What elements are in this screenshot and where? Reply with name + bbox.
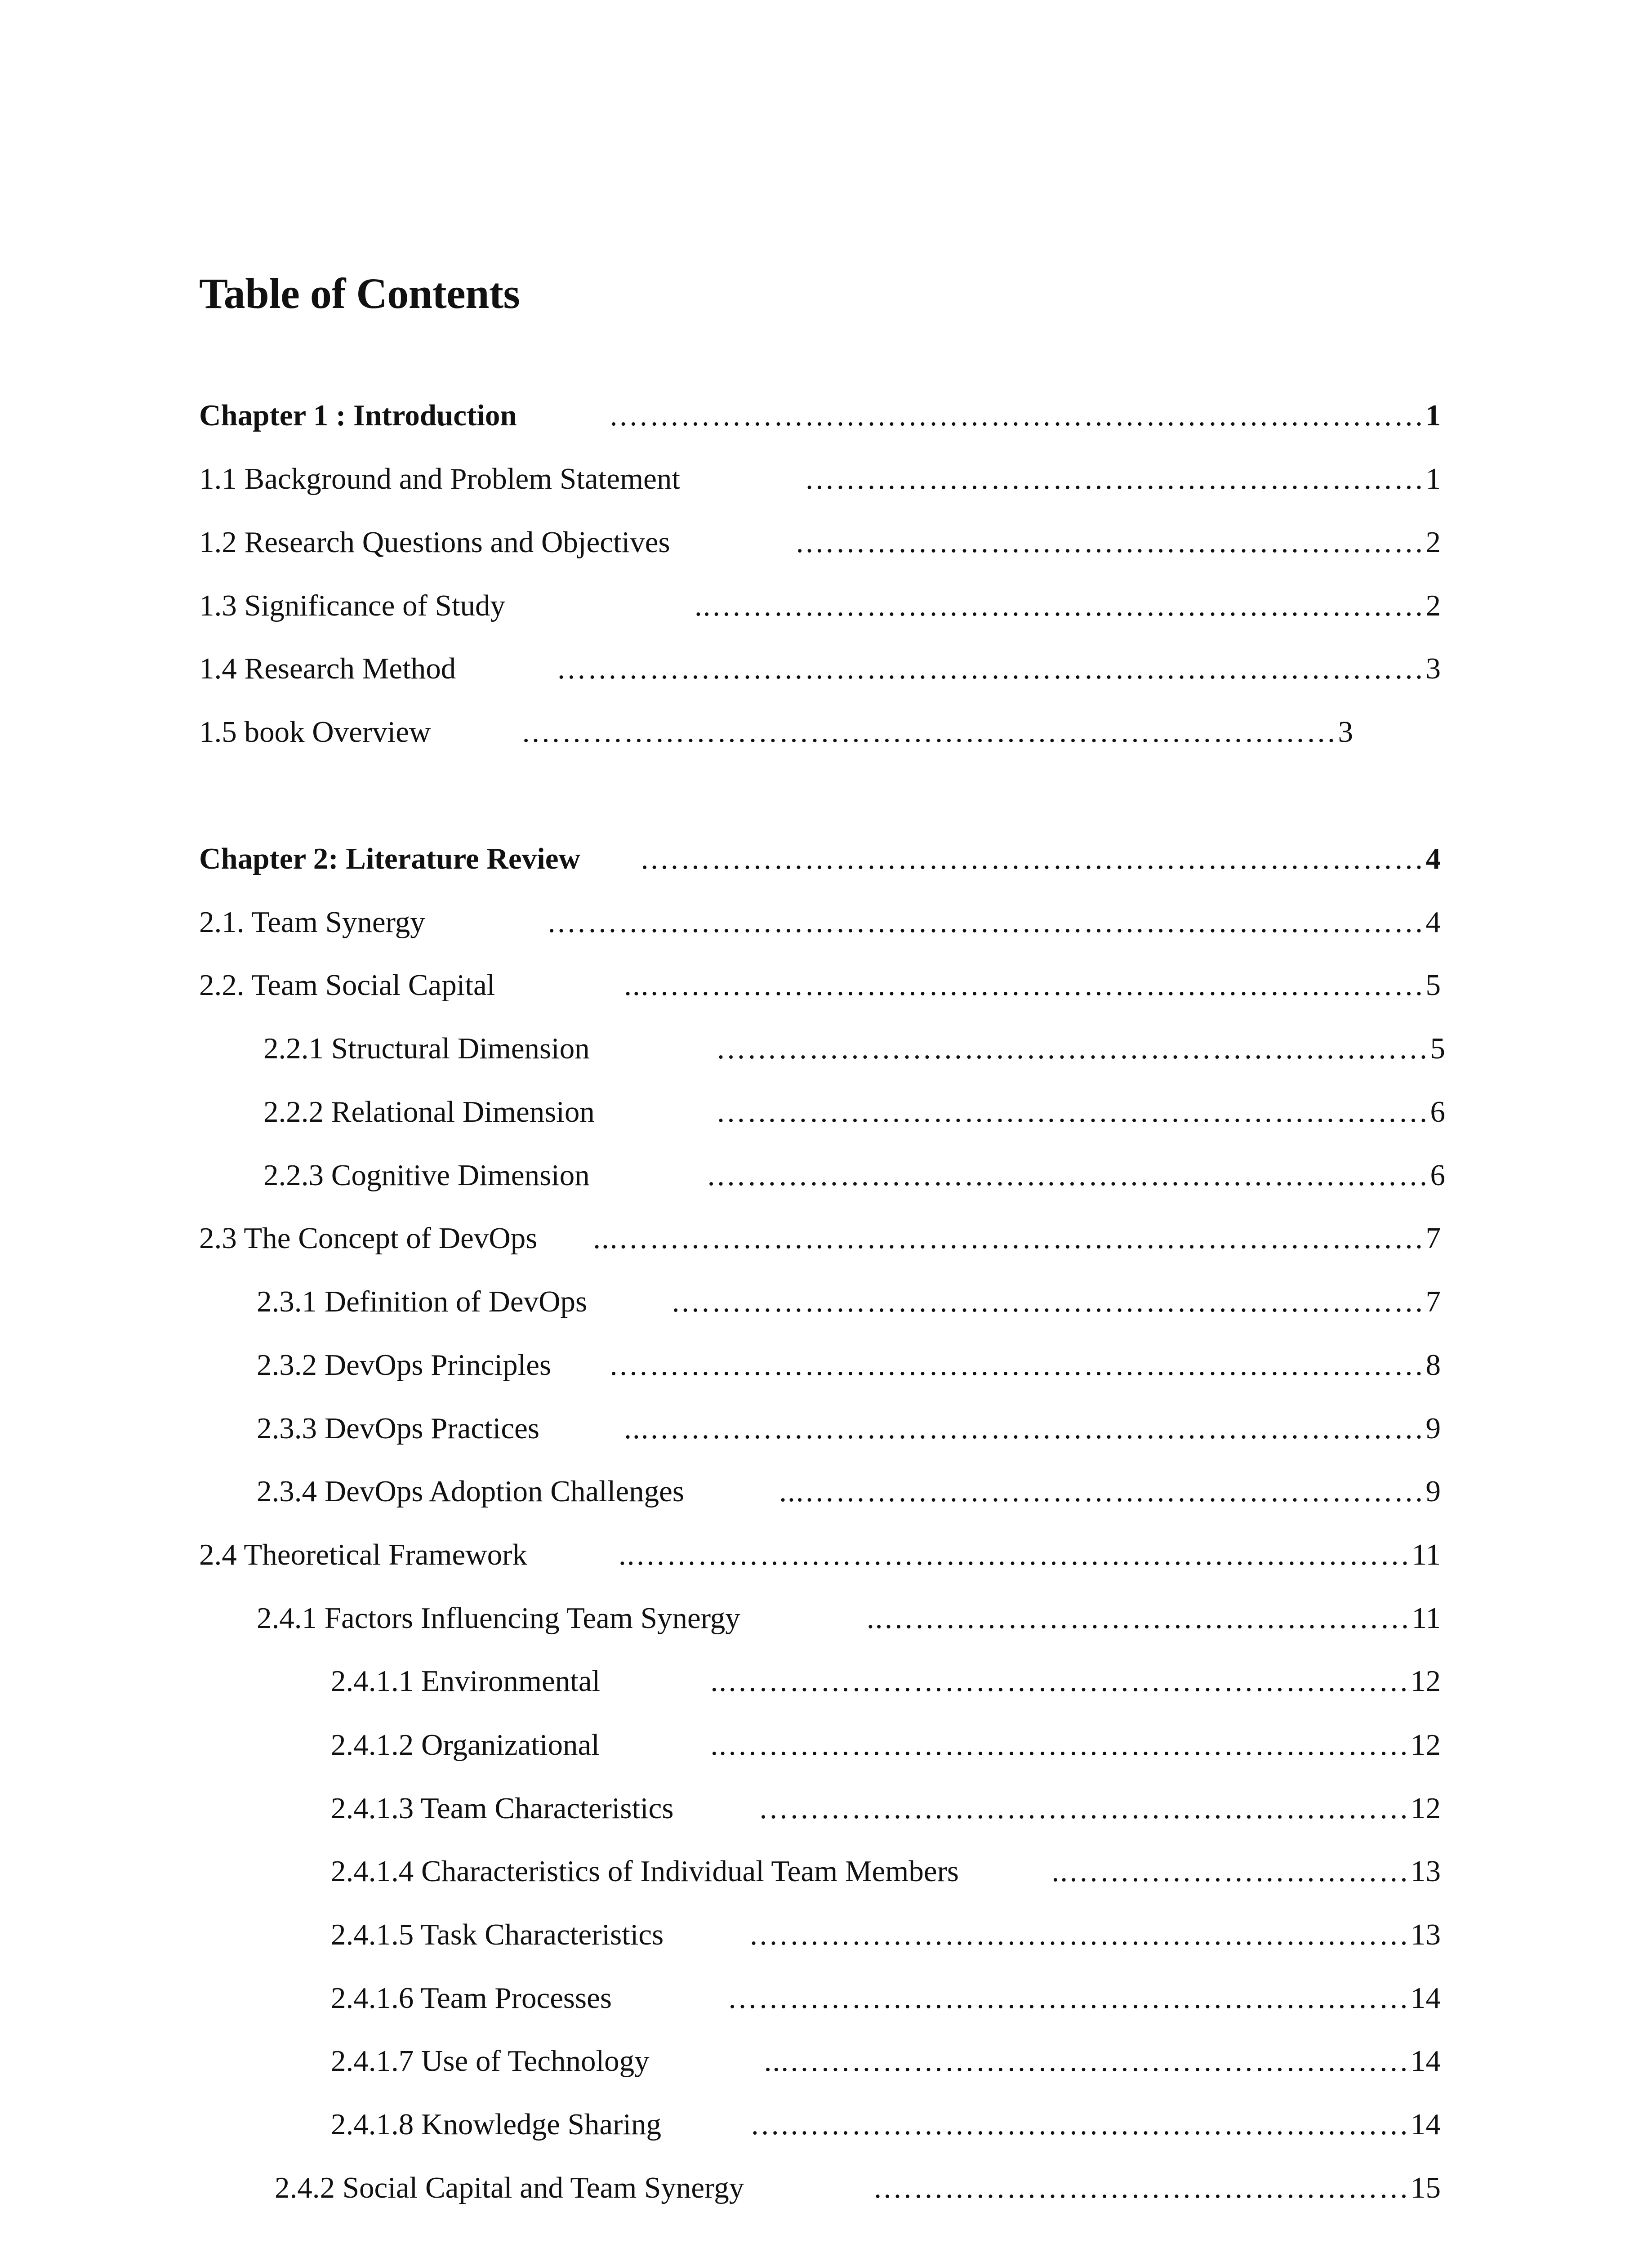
toc-entry-label: Chapter 1 : Introduction <box>199 399 517 432</box>
toc-entry-label: 2.4.1.3 Team Characteristics <box>331 1792 674 1825</box>
toc-entry <box>331 1656 1441 1706</box>
toc-entry-page-number: 5 <box>1425 968 1441 1002</box>
toc-entry-label: 2.3.3 DevOps Practices <box>257 1412 539 1445</box>
toc-dot-leader: ………………………………………………………….. <box>710 1728 1410 1762</box>
toc-dot-leader: ……………………………………………. <box>874 2171 1410 2204</box>
toc-dot-leader: ………………………………………………………. <box>750 1918 1410 1951</box>
toc-entry-label: 1.3 Significance of Study <box>199 589 506 622</box>
toc-entry-label: 1.2 Research Questions and Objectives <box>199 526 670 559</box>
toc-entry <box>199 960 1441 1010</box>
toc-entry-page-number: 4 <box>1425 842 1441 875</box>
toc-entry <box>199 581 1441 630</box>
toc-entry <box>263 1151 1445 1200</box>
toc-entry-label: 2.4.1.7 Use of Technology <box>331 2044 650 2078</box>
toc-entry <box>331 1720 1441 1770</box>
toc-entry-label: 2.4.1.2 Organizational <box>331 1728 600 1762</box>
toc-entry-label: 2.4.1.1 Environmental <box>331 1664 601 1698</box>
toc-heading: Table of Contents <box>199 269 520 317</box>
toc-entry-page-number: 2 <box>1425 589 1441 622</box>
toc-entry-label: 2.2.3 Cognitive Dimension <box>263 1159 590 1192</box>
toc-dot-leader: …………………………………………….. <box>866 1601 1411 1635</box>
toc-entry-label: 1.4 Research Method <box>199 652 456 685</box>
toc-dot-leader: ……………………………………………………………. <box>707 1159 1429 1192</box>
toc-entry-label: 2.4.2 Social Capital and Team Synergy <box>275 2171 744 2204</box>
toc-dot-leader: ………………………………………………………………….. <box>618 1538 1411 1571</box>
toc-entry <box>199 454 1441 504</box>
toc-entry-page-number: 8 <box>1425 1348 1441 1382</box>
toc-entry-label: 2.1. Team Synergy <box>199 905 425 939</box>
toc-entry-page-number: 12 <box>1411 1728 1441 1762</box>
toc-dot-leader: ……………………………………………………………………... <box>593 1222 1425 1255</box>
toc-entry-label: 2.4 Theoretical Framework <box>199 1538 527 1571</box>
toc-entry-page-number: 13 <box>1411 1918 1441 1951</box>
toc-entry <box>275 2163 1441 2212</box>
toc-entry-label: Chapter 2: Literature Review <box>199 842 580 875</box>
toc-entry-page-number: 7 <box>1425 1222 1441 1255</box>
toc-dot-leader: ………………………………………………………………………… <box>556 652 1425 685</box>
toc-dot-leader: ……………………………………………………. <box>796 526 1425 559</box>
toc-entry-page-number: 5 <box>1430 1032 1445 1065</box>
toc-entry-page-number: 3 <box>1425 652 1441 685</box>
toc-entry-label: 2.3.1 Definition of DevOps <box>257 1285 588 1318</box>
toc-entry-label: 2.3 The Concept of DevOps <box>199 1222 538 1255</box>
toc-dot-leader: …………………………………………………… <box>804 462 1425 495</box>
toc-entry-label: 2.3.4 DevOps Adoption Challenges <box>257 1475 684 1508</box>
toc-entry-label: 2.4.1.6 Team Processes <box>331 1981 612 2015</box>
toc-entry-label: 2.2.1 Structural Dimension <box>263 1032 590 1065</box>
toc-dot-leader: …………………………………………………………….. <box>695 589 1425 622</box>
toc-dot-leader: …………………………………………………………………. <box>641 842 1425 875</box>
toc-entry-page-number: 7 <box>1425 1285 1441 1318</box>
toc-entry <box>199 644 1441 693</box>
toc-entry <box>331 1784 1441 1833</box>
toc-entry-page-number: 13 <box>1411 1855 1441 1888</box>
toc-entry-page-number: 11 <box>1412 1601 1441 1635</box>
toc-dot-leader: ……………………………………………………… <box>758 1792 1410 1825</box>
toc-dot-leader: …………………………………………………………… <box>716 1095 1429 1128</box>
toc-entry-page-number: 6 <box>1430 1159 1445 1192</box>
toc-entry-page-number: 4 <box>1425 905 1441 939</box>
toc-entry-page-number: 14 <box>1411 1981 1441 2015</box>
toc-entry-label: 2.2. Team Social Capital <box>199 968 495 1002</box>
toc-dot-leader: …………………………….. <box>1051 1855 1410 1888</box>
toc-entry <box>257 1404 1441 1453</box>
toc-entry-page-number: 3 <box>1338 715 1353 749</box>
toc-entry <box>199 897 1441 947</box>
toc-entry <box>199 1213 1441 1263</box>
toc-entry-label: 2.2.2 Relational Dimension <box>263 1095 595 1128</box>
toc-dot-leader: …………………………………………………………………... <box>624 968 1425 1002</box>
toc-entry <box>331 1973 1441 2023</box>
toc-dot-leader: …………………………………………………………………... <box>624 1412 1425 1445</box>
toc-entry <box>199 834 1441 883</box>
toc-entry <box>331 2036 1441 2086</box>
toc-entry-page-number: 15 <box>1411 2171 1441 2204</box>
toc-dot-leader: …………………………………………………………………………. <box>548 905 1425 939</box>
toc-dot-leader: ……………………………………………………………………. <box>610 1348 1425 1382</box>
toc-dot-leader: ……………………………………………………... <box>764 2044 1410 2078</box>
toc-entry <box>331 1910 1441 1959</box>
toc-entry-label: 2.4.1.5 Task Characteristics <box>331 1918 664 1951</box>
toc-entry-page-number: 2 <box>1425 526 1441 559</box>
toc-entry <box>199 707 1353 757</box>
toc-dot-leader: ……………………………………………………………………. <box>522 715 1337 749</box>
toc-entry-page-number: 9 <box>1425 1412 1441 1445</box>
toc-entry <box>199 391 1441 440</box>
toc-entry-label: 2.4.1.8 Knowledge Sharing <box>331 2108 662 2141</box>
toc-dot-leader: ………………………………………………………………. <box>672 1285 1425 1318</box>
toc-dot-leader: …………………………………………………….… <box>750 2108 1410 2141</box>
toc-entry-page-number: 12 <box>1411 1664 1441 1698</box>
toc-entry-page-number: 6 <box>1430 1095 1445 1128</box>
toc-entry-page-number: 9 <box>1425 1475 1441 1508</box>
toc-entry-label: 2.4.1.4 Characteristics of Individual Team Members <box>331 1855 959 1888</box>
toc-dot-leader: ………………………………………………………… <box>727 1981 1410 2015</box>
toc-entry <box>331 2100 1441 2149</box>
toc-entry <box>257 1593 1441 1643</box>
toc-entry-label: 1.5 book Overview <box>199 715 431 749</box>
toc-entry-page-number: 1 <box>1425 399 1441 432</box>
toc-entry-label: 1.1 Background and Problem Statement <box>199 462 680 495</box>
toc-entry <box>263 1024 1445 1073</box>
toc-entry <box>257 1340 1441 1390</box>
toc-entry <box>257 1467 1441 1516</box>
toc-entry <box>199 517 1441 567</box>
toc-entry-page-number: 1 <box>1425 462 1441 495</box>
toc-entry-page-number: 11 <box>1412 1538 1441 1571</box>
toc-dot-leader: ……………………………………………………... <box>779 1475 1425 1508</box>
toc-entry-label: 2.3.2 DevOps Principles <box>257 1348 552 1382</box>
toc-entry <box>263 1087 1445 1137</box>
toc-entry-page-number: 14 <box>1411 2044 1441 2078</box>
toc-dot-leader: ………………………………………………………….. <box>710 1664 1410 1698</box>
toc-dot-leader: ……………………………………………………………………. <box>610 399 1425 432</box>
toc-entry <box>199 1530 1441 1579</box>
toc-dot-leader: …………………………………………………………… <box>716 1032 1429 1065</box>
toc-entry-page-number: 14 <box>1411 2108 1441 2141</box>
toc-entry-label: 2.4.1 Factors Influencing Team Synergy <box>257 1601 740 1635</box>
toc-entry <box>257 1277 1441 1326</box>
toc-entry <box>331 1847 1441 1896</box>
toc-entry-page-number: 12 <box>1411 1792 1441 1825</box>
